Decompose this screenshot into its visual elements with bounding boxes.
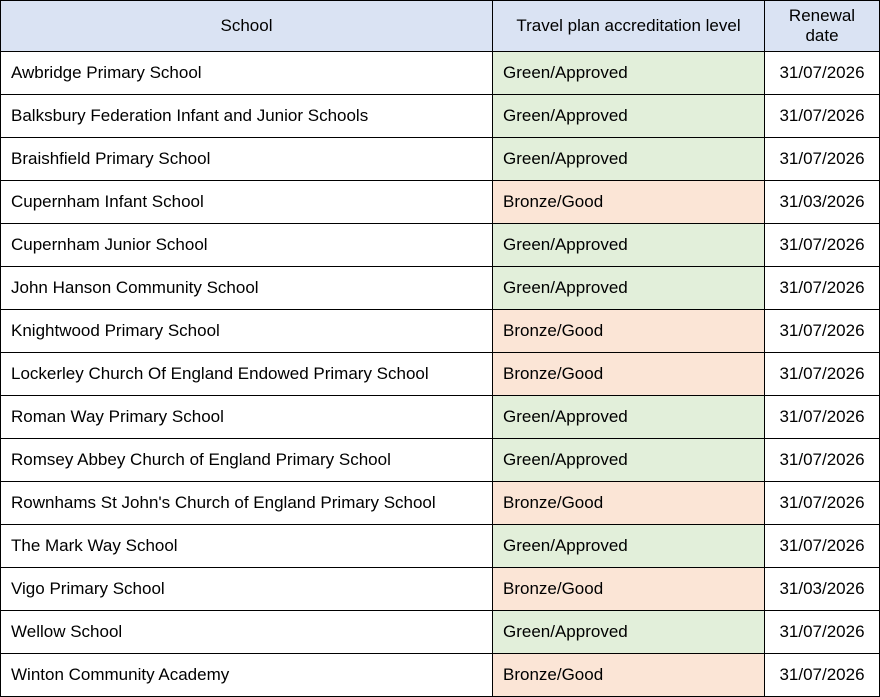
renewal-date-cell: 31/03/2026 bbox=[765, 568, 880, 611]
renewal-date-cell: 31/07/2026 bbox=[765, 482, 880, 525]
renewal-date-cell: 31/07/2026 bbox=[765, 396, 880, 439]
renewal-date-cell: 31/03/2026 bbox=[765, 181, 880, 224]
accreditation-level-cell: Bronze/Good bbox=[493, 353, 765, 396]
accreditation-level-cell: Bronze/Good bbox=[493, 181, 765, 224]
table-row bbox=[1, 568, 880, 611]
header-accreditation-level: Travel plan accreditation level bbox=[493, 1, 765, 52]
school-name-cell: Awbridge Primary School bbox=[1, 52, 493, 95]
school-name-cell: Romsey Abbey Church of England Primary School bbox=[1, 439, 493, 482]
school-name-cell: Winton Community Academy bbox=[1, 654, 493, 697]
renewal-date-cell: 31/07/2026 bbox=[765, 267, 880, 310]
school-name-cell: Vigo Primary School bbox=[1, 568, 493, 611]
school-name-cell: Cupernham Infant School bbox=[1, 181, 493, 224]
accreditation-level-cell: Bronze/Good bbox=[493, 310, 765, 353]
accreditation-level-cell: Green/Approved bbox=[493, 396, 765, 439]
table-row bbox=[1, 267, 880, 310]
header-renewal-line2: date bbox=[805, 26, 839, 45]
school-name-cell: Lockerley Church Of England Endowed Primary School bbox=[1, 353, 493, 396]
table-row bbox=[1, 611, 880, 654]
accreditation-level-cell: Green/Approved bbox=[493, 138, 765, 181]
table-row bbox=[1, 95, 880, 138]
table-row bbox=[1, 439, 880, 482]
accreditation-level-cell: Bronze/Good bbox=[493, 654, 765, 697]
renewal-date-cell: 31/07/2026 bbox=[765, 95, 880, 138]
accreditation-level-cell: Green/Approved bbox=[493, 439, 765, 482]
school-name-cell: Wellow School bbox=[1, 611, 493, 654]
table-row bbox=[1, 224, 880, 267]
school-name-cell: Roman Way Primary School bbox=[1, 396, 493, 439]
renewal-date-cell: 31/07/2026 bbox=[765, 611, 880, 654]
table-body bbox=[1, 52, 880, 697]
school-name-cell: The Mark Way School bbox=[1, 525, 493, 568]
accreditation-level-cell: Green/Approved bbox=[493, 52, 765, 95]
renewal-date-cell: 31/07/2026 bbox=[765, 353, 880, 396]
accreditation-level-cell: Bronze/Good bbox=[493, 568, 765, 611]
accreditation-level-cell: Green/Approved bbox=[493, 611, 765, 654]
header-school: School bbox=[1, 1, 493, 52]
header-row bbox=[1, 1, 880, 52]
table-row bbox=[1, 353, 880, 396]
renewal-date-cell: 31/07/2026 bbox=[765, 310, 880, 353]
accreditation-level-cell: Green/Approved bbox=[493, 224, 765, 267]
table-row bbox=[1, 138, 880, 181]
renewal-date-cell: 31/07/2026 bbox=[765, 138, 880, 181]
renewal-date-cell: 31/07/2026 bbox=[765, 654, 880, 697]
table-row bbox=[1, 396, 880, 439]
table-row bbox=[1, 181, 880, 224]
accreditation-level-cell: Bronze/Good bbox=[493, 482, 765, 525]
school-name-cell: John Hanson Community School bbox=[1, 267, 493, 310]
renewal-date-cell: 31/07/2026 bbox=[765, 525, 880, 568]
table-row bbox=[1, 52, 880, 95]
table-row bbox=[1, 525, 880, 568]
accreditation-level-cell: Green/Approved bbox=[493, 267, 765, 310]
renewal-date-cell: 31/07/2026 bbox=[765, 52, 880, 95]
table-row bbox=[1, 654, 880, 697]
accreditation-level-cell: Green/Approved bbox=[493, 95, 765, 138]
table-row bbox=[1, 310, 880, 353]
school-name-cell: Cupernham Junior School bbox=[1, 224, 493, 267]
school-name-cell: Braishfield Primary School bbox=[1, 138, 493, 181]
header-renewal-line1: Renewal bbox=[788, 6, 856, 25]
school-name-cell: Balksbury Federation Infant and Junior Schools bbox=[1, 95, 493, 138]
school-name-cell: Knightwood Primary School bbox=[1, 310, 493, 353]
header-renewal-date bbox=[765, 1, 880, 52]
renewal-date-cell: 31/07/2026 bbox=[765, 224, 880, 267]
school-name-cell: Rownhams St John's Church of England Primary School bbox=[1, 482, 493, 525]
accreditation-level-cell: Green/Approved bbox=[493, 525, 765, 568]
table-row bbox=[1, 482, 880, 525]
renewal-date-cell: 31/07/2026 bbox=[765, 439, 880, 482]
